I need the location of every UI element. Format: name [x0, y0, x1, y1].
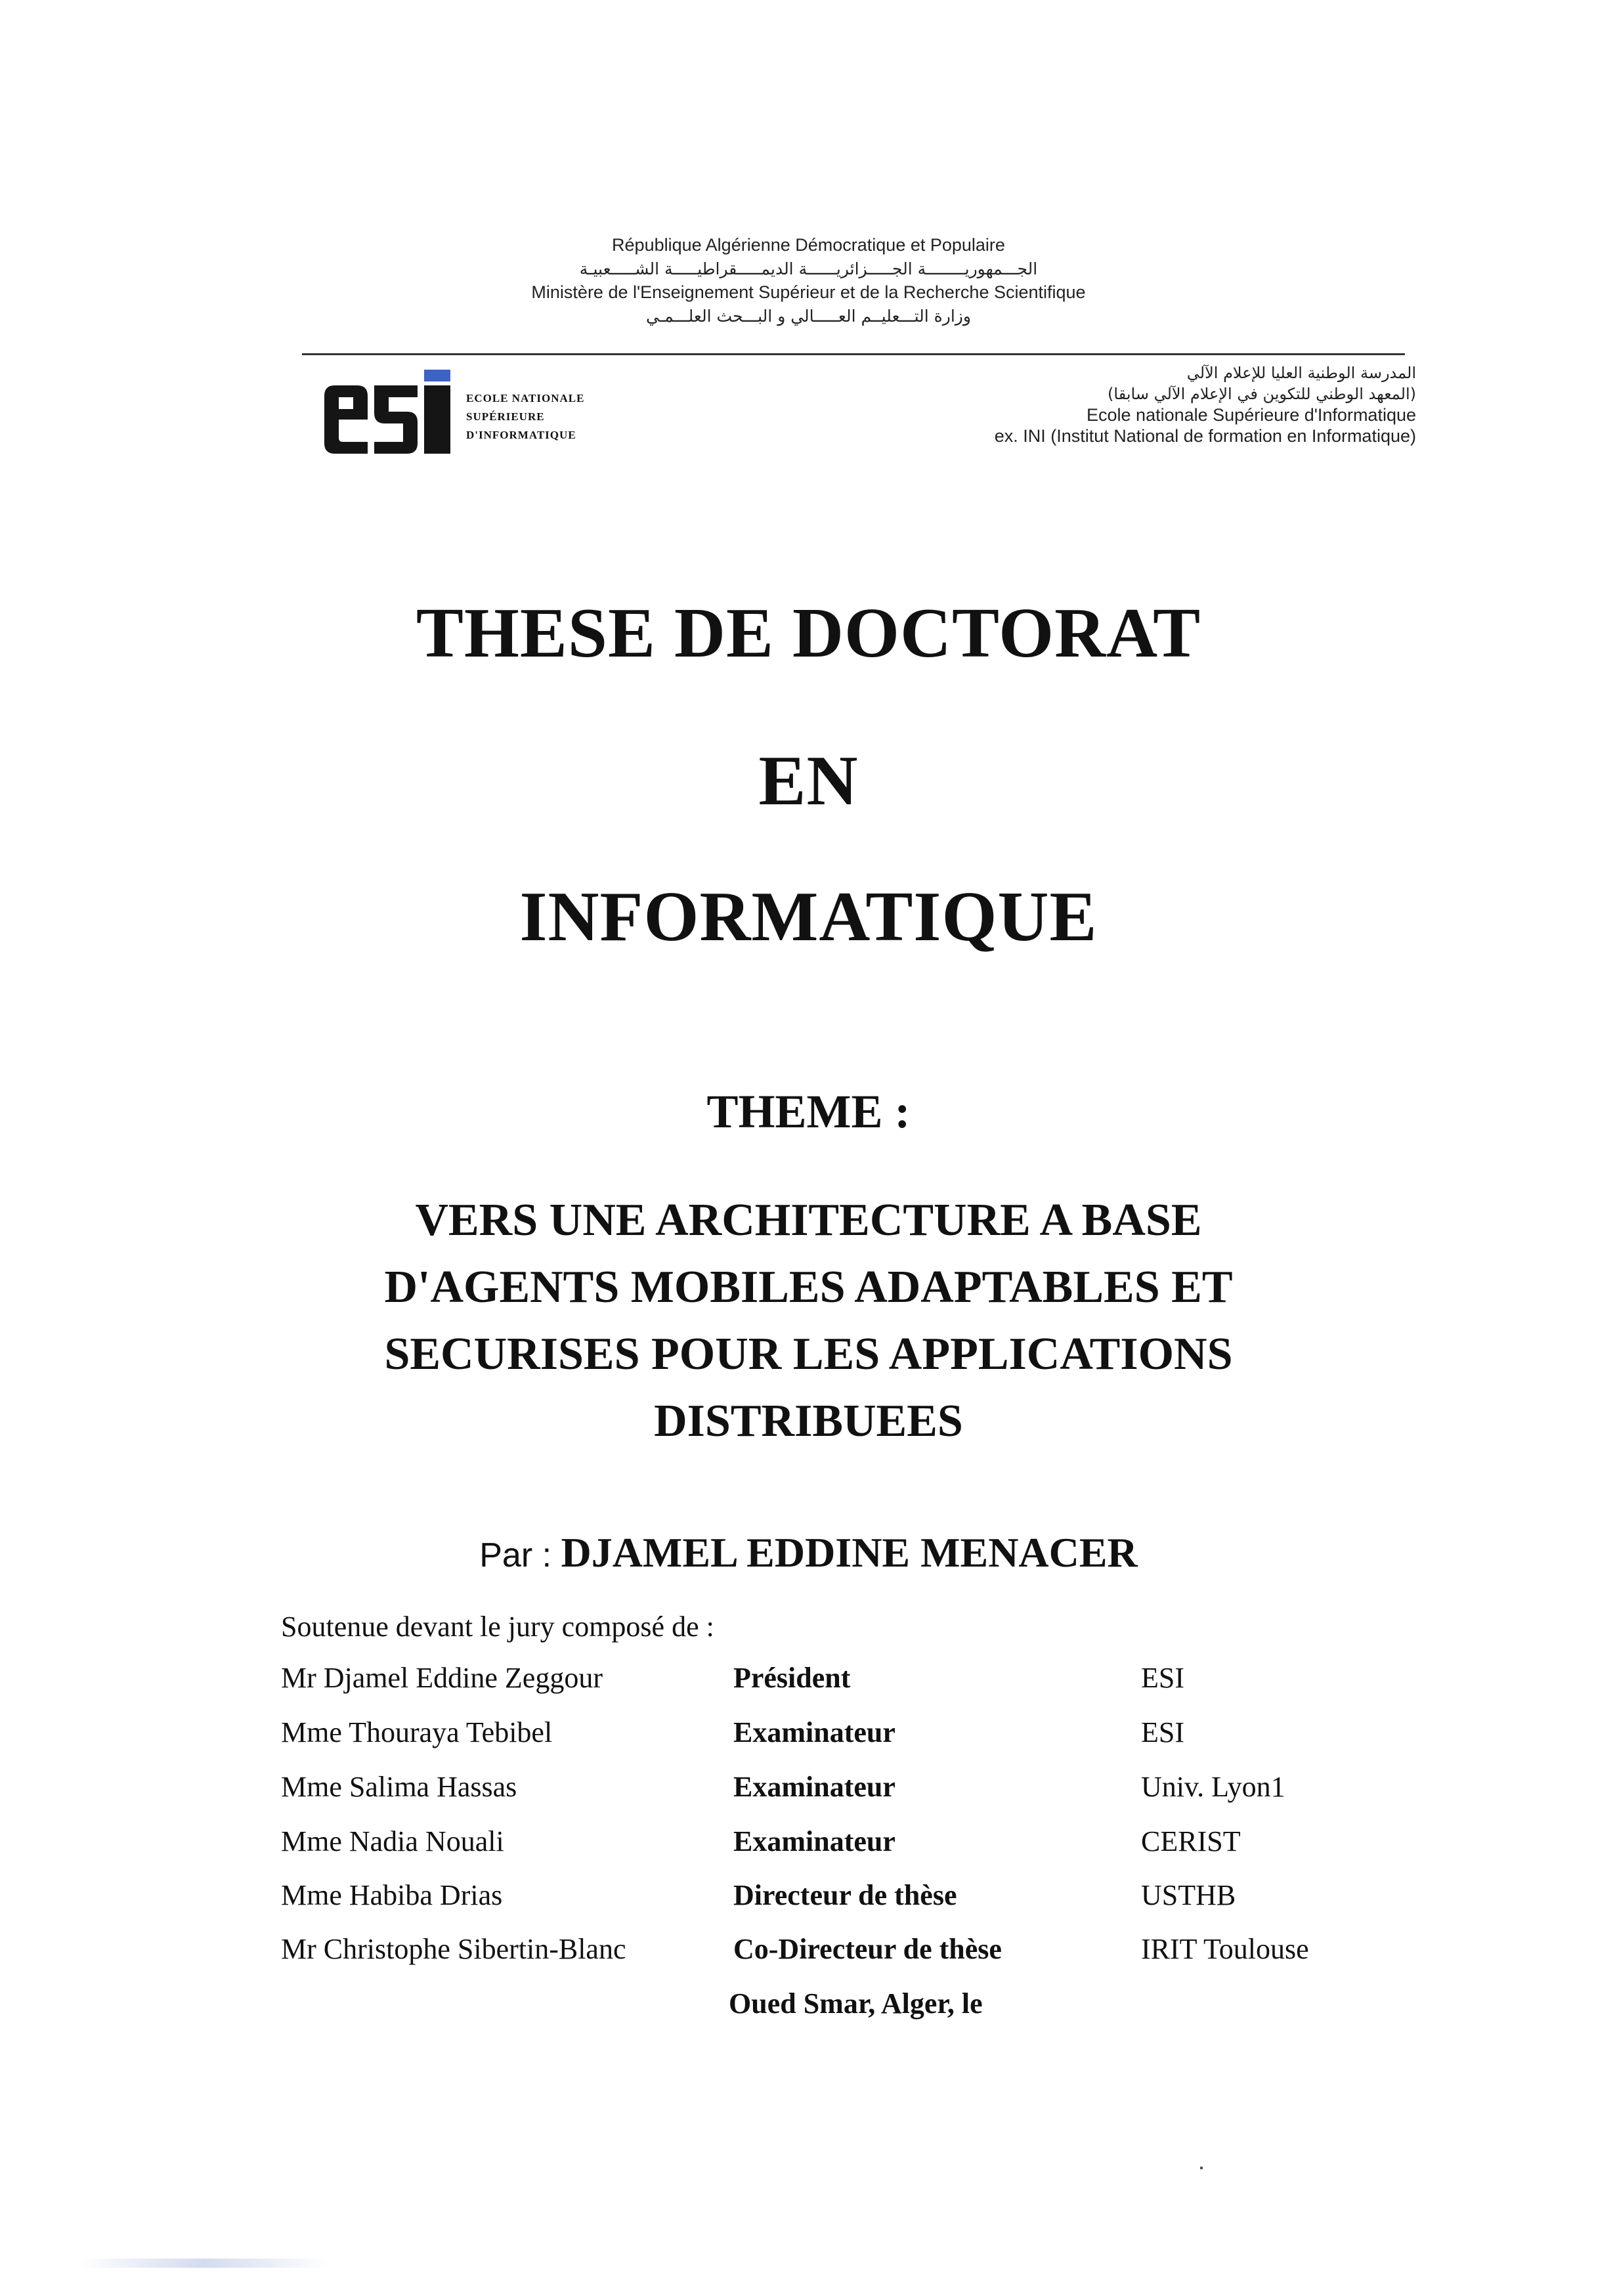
author-line	[0, 1528, 1617, 1577]
institution-name-ar: المدرسة الوطنية العليا للإعلام الآلي	[1186, 364, 1416, 382]
author-name: DJAMEL EDDINE MENACER	[561, 1529, 1138, 1576]
jury-member-name: Mme Salima Hassas	[281, 1771, 517, 1803]
esi-logo-mark	[320, 370, 458, 456]
jury-row	[0, 1878, 1617, 1918]
header-divider	[302, 353, 1405, 355]
jury-member-name: Mme Nadia Nouali	[281, 1825, 504, 1857]
jury-member-role: Président	[733, 1662, 851, 1694]
jury-member-name: Mr Djamel Eddine Zeggour	[281, 1662, 603, 1694]
institution-block	[825, 362, 1416, 446]
scan-smudge	[79, 2259, 328, 2268]
jury-member-role: Examinateur	[733, 1825, 895, 1857]
ministry-name-ar: وزارة التـــعليــم العـــــالي و البـــحث العلـــمـي	[646, 307, 971, 326]
jury-row	[0, 1716, 1617, 1755]
republic-name-fr: République Algérienne Démocratique et Populaire	[612, 235, 1005, 255]
republic-name-ar: الجـــمهوريــــــــة الجـــــزائريــــــة الديمـــــقراطيـــــة الشـــــعبيـة	[579, 259, 1038, 278]
jury-member-institution: Univ. Lyon1	[1141, 1771, 1285, 1803]
esi-logo-wordmark	[466, 389, 584, 444]
jury-member-role: Examinateur	[733, 1716, 895, 1748]
jury-row	[0, 1661, 1617, 1700]
jury-member-role: Directeur de thèse	[733, 1879, 957, 1911]
thesis-title-line2: EN	[758, 742, 859, 820]
thesis-title-line1: THESE DE DOCTORAT	[416, 594, 1201, 672]
theme-title-line: DISTRIBUEES	[654, 1396, 963, 1446]
logo-text-line1: ECOLE NATIONALE	[466, 392, 585, 404]
theme-label: THEME :	[706, 1085, 911, 1138]
ministry-name-fr: Ministère de l'Enseignement Supérieur et de la Recherche Scientifique	[531, 282, 1086, 302]
logo-text-line2: SUPÉRIEURE	[466, 410, 545, 423]
thesis-title-line3: INFORMATIQUE	[519, 878, 1098, 956]
place-date: Oued Smar, Alger, le	[729, 1987, 983, 2020]
jury-member-institution: CERIST	[1141, 1825, 1241, 1857]
jury-row	[0, 1770, 1617, 1809]
logo-text-line3: D'INFORMATIQUE	[466, 429, 576, 441]
institution-former-name-fr: ex. INI (Institut National de formation en Informatique)	[994, 426, 1416, 446]
scan-speck	[1200, 2167, 1203, 2169]
theme-title	[0, 1187, 1617, 1455]
jury-member-name: Mme Habiba Drias	[281, 1879, 503, 1911]
theme-title-line: VERS UNE ARCHITECTURE A BASE	[415, 1195, 1202, 1245]
esi-logo	[320, 364, 629, 456]
theme-title-line: D'AGENTS MOBILES ADAPTABLES ET	[384, 1262, 1233, 1312]
institution-name-fr: Ecole nationale Supérieure d'Informatique	[1087, 405, 1416, 425]
jury-member-institution: ESI	[1141, 1716, 1184, 1748]
jury-row	[0, 1825, 1617, 1864]
jury-member-institution: IRIT Toulouse	[1141, 1933, 1309, 1965]
jury-intro: Soutenue devant le jury composé de :	[281, 1611, 714, 1643]
jury-member-name: Mme Thouraya Tebibel	[281, 1716, 553, 1748]
author-prefix: Par :	[479, 1536, 561, 1574]
theme-title-line: SECURISES POUR LES APPLICATIONS	[384, 1329, 1233, 1379]
institution-former-name-ar: (المعهد الوطني للتكوين في الإعلام الآلي سابقا)	[1108, 385, 1416, 403]
jury-member-role: Examinateur	[733, 1771, 895, 1803]
jury-row	[0, 1932, 1617, 1972]
jury-member-name: Mr Christophe Sibertin-Blanc	[281, 1933, 626, 1965]
jury-member-institution: USTHB	[1141, 1879, 1236, 1911]
jury-member-institution: ESI	[1141, 1662, 1184, 1694]
jury-member-role: Co-Directeur de thèse	[733, 1933, 1002, 1965]
